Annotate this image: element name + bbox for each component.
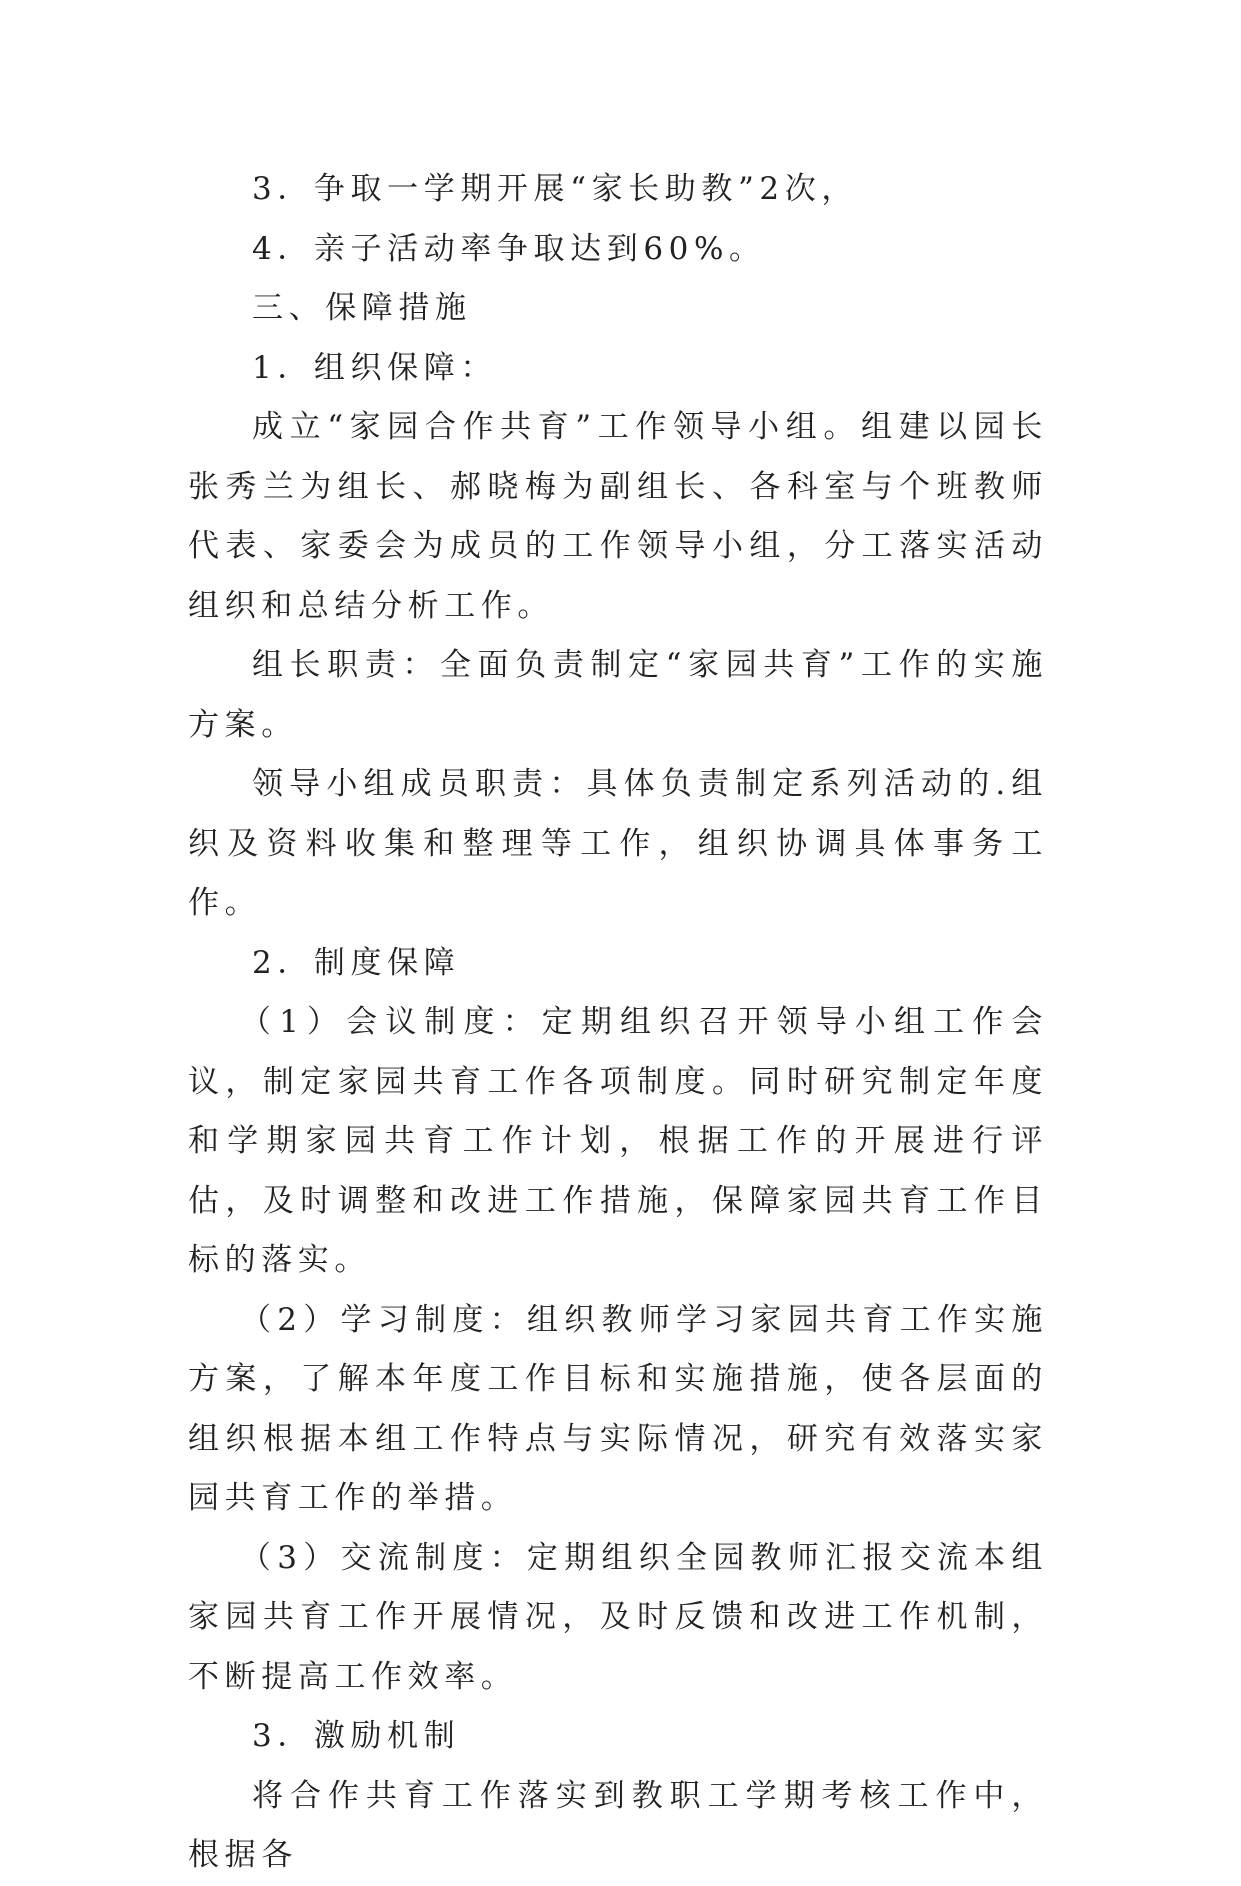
paragraph-incentive: 将合作共育工作落实到教职工学期考核工作中，根据各	[188, 1777, 1048, 1873]
subsection-heading-incentive: 3．激励机制	[252, 1718, 461, 1754]
paragraph-leader-duty: 组长职责：全面负责制定“家园共育”工作的实施方案。	[188, 647, 1048, 743]
paragraph-organization: 成立“家园合作共育”工作领导小组。组建以园长张秀兰为组长、郝晓梅为副组长、各科室与个班教师代表、家委会为成员的工作领导小组，分工落实活动组织和总结分析工作。	[188, 409, 1048, 624]
document-body	[188, 160, 1048, 1886]
goal-item-3: 3．争取一学期开展“家长助教”2次，	[252, 171, 858, 207]
paragraph-meeting-system: （1）会议制度：定期组织召开领导小组工作会议，制定家园共育工作各项制度。同时研究制定年度和学期家园共育工作计划，根据工作的开展进行评估，及时调整和改进工作措施，保障家园共育工作目标的落实。	[188, 1004, 1048, 1278]
paragraph-study-system: （2）学习制度：组织教师学习家园共育工作实施方案，了解本年度工作目标和实施措施，使各层面的组织根据本组工作特点与实际情况，研究有效落实家园共育工作的举措。	[188, 1301, 1048, 1516]
section-heading: 三、保障措施	[252, 290, 472, 326]
paragraph-member-duty: 领导小组成员职责：具体负责制定系列活动的.组织及资料收集和整理等工作，组织协调具体事务工作。	[188, 766, 1048, 921]
goal-item-4: 4．亲子活动率争取达到60%。	[252, 230, 766, 267]
subsection-heading-organization: 1．组织保障：	[252, 349, 497, 386]
paragraph-exchange-system: （3）交流制度：定期组织全园教师汇报交流本组家园共育工作开展情况，及时反馈和改进工作机制，不断提高工作效率。	[188, 1539, 1048, 1695]
subsection-heading-system: 2．制度保障	[252, 944, 461, 981]
